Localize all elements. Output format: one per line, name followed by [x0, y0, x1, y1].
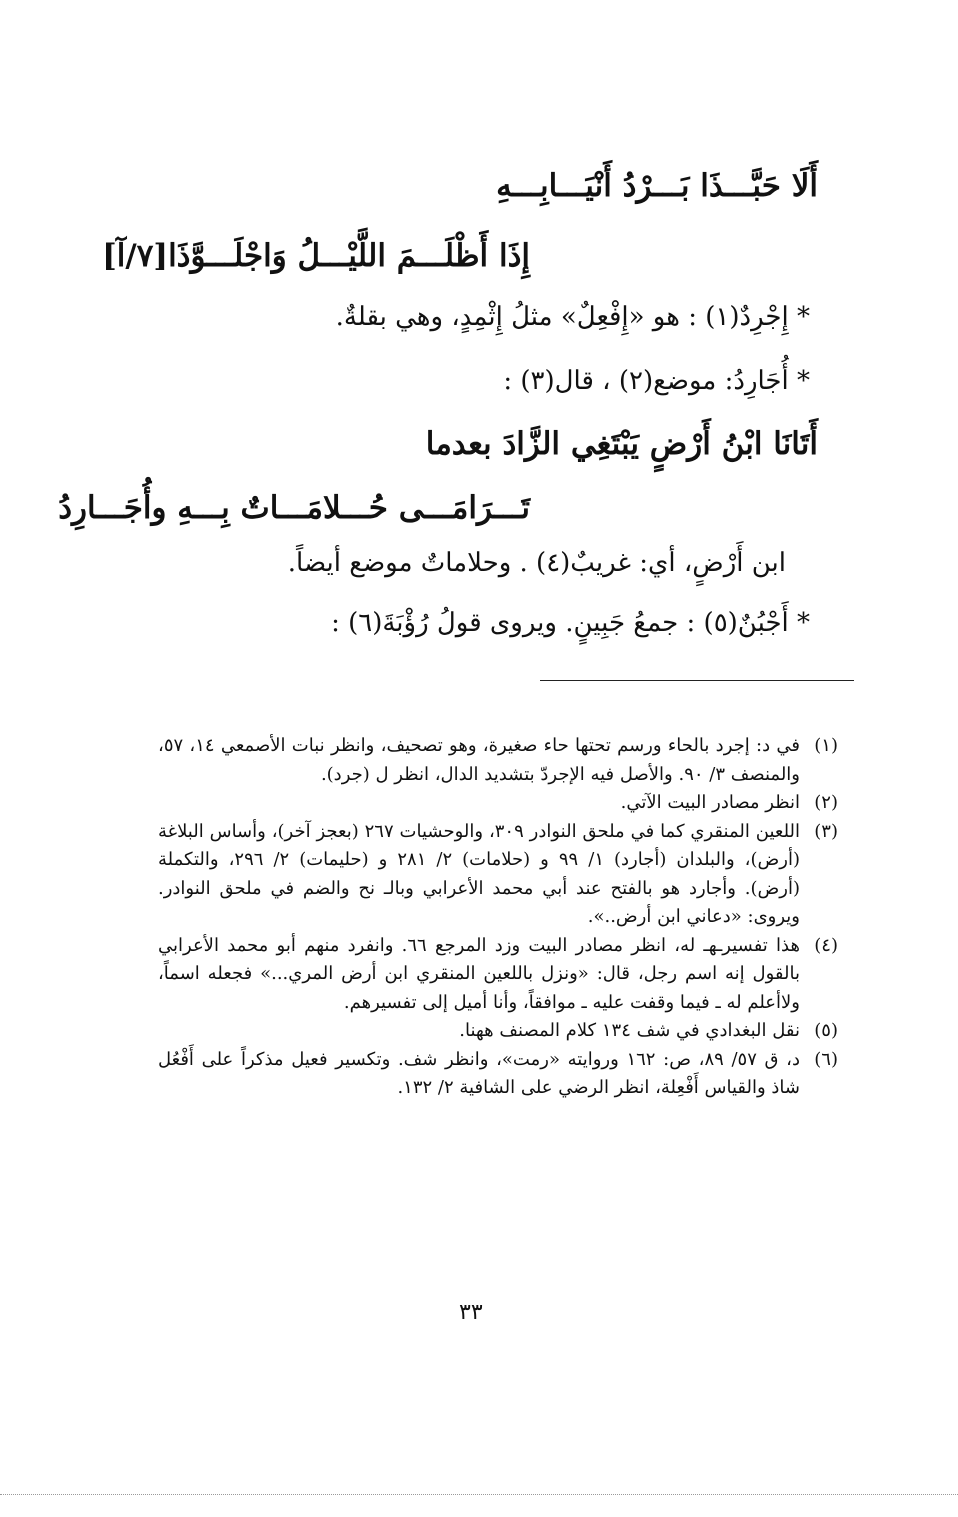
entry-ujarid: * أُجَارِدُ: موضع(٢) ، قال(٣) :: [503, 366, 810, 396]
verse-line-3: أَتَانَا ابْنُ أَرْضٍ يَبْتَغِي الزَّادَ بعدما: [425, 426, 818, 462]
verse-line-1: أَلَا حَبَّـــذَا بَـــرْدُ أَنْيَـــابِـــهِ: [496, 168, 818, 204]
footnote-6: [158, 1046, 838, 1103]
footnote-4: [158, 932, 838, 1018]
scan-edge: [0, 1494, 958, 1495]
entry-ijrid: * إِجْرِدٌ(١) : هو «إِفْعِلٌ» مثلُ إِثْمِدٍ، وهي بقلةٌ.: [335, 302, 810, 332]
footnote-number: (٣): [814, 820, 838, 842]
footnote-text: د، ق ٥٧/ ٨٩، ص: ١٦٢ وروايته «رمت»، وانظر شف. وتكسير فعيل مذكراً على أَفْعُل شاذ والقياس أَفْعِلة، انظر الرضي على الشافية ٢/ ١٣٢.: [158, 1048, 800, 1098]
footnote-text: في د: إجرد بالحاء ورسم تحتها حاء صغيرة، وهو تصحيف، وانظر نبات الأصمعي ١٤، ٥٧، والمنصف ٣/ ٩٠. والأصل فيه الإجردّ بتشديد الدال، انظر ل (جرد).: [158, 735, 800, 785]
footnote-number: (٤): [814, 934, 838, 956]
footnote-number: (١): [814, 735, 838, 756]
page-number: ٣٣: [459, 1300, 483, 1325]
footnote-number: (٦): [814, 1048, 838, 1070]
footnote-number: (٥): [814, 1020, 838, 1041]
footnote-number: (٢): [814, 792, 838, 813]
entry-ibn-ard: ابن أَرْضٍ، أي: غريبٌ(٤) . وحلاماتٌ موضع أيضاً.: [287, 548, 786, 578]
footnote-5: [158, 1017, 838, 1046]
footnote-text: انظر مصادر البيت الآتي.: [620, 792, 800, 813]
verse-line-2: إِذَا أَظْلَـــمَ اللَّيْـــلُ وَاجْلَـــوَّذَا[٧/آ]: [102, 238, 530, 274]
footnote-text: نقل البغدادي في شف ١٣٤ كلام المصنف ههنا.: [459, 1020, 800, 1041]
footnote-3: [158, 818, 838, 932]
footnotes: [158, 732, 838, 1103]
footnote-1: [158, 732, 838, 789]
entry-ajbun: * أَجْبُنٌ(٥) : جمعُ جَبِينٍ. ويروى قولُ رُؤْبَةَ(٦) :: [331, 608, 810, 638]
verse-line-4: تَـــرَامَـــى حُـــلامَـــاتٌ بِـــهِ وأُجَـــارِدُ: [58, 490, 530, 526]
footnote-text: هذا تفسيرـهـ له، انظر مصادر البيت وزد المرجع ٦٦. وانفرد منهم أبو محمد الأعرابي بالقول إنه اسم رجل، قال: «ونزل باللعين المنقري ابن أرض المري...» فجعله اسماً، ولاأعلم له ـ فيما وقفت عليه ـ موافقاً، وأنا أميل إلى تفسيرهم.: [158, 934, 800, 1013]
footnote-2: [158, 789, 838, 818]
footnote-separator: [540, 680, 854, 681]
footnote-text: اللعين المنقري كما في ملحق النوادر ٣٠٩، والوحشيات ٢٦٧ (بعجز آخر)، وأساس البلاغة (أرض)، والبلدان (أجارد) ١/ ٩٩ و (حلامات) ٢/ ٢٨١ و (حليمات) ٢/ ٢٩٦، والتكملة (أرض). وأجارد هو بالفتح عند أبي محمد الأعرابي وبالـ نح والضم في ملحق النوادر. ويروى: «دعاني ابن أرض..».: [158, 820, 801, 927]
